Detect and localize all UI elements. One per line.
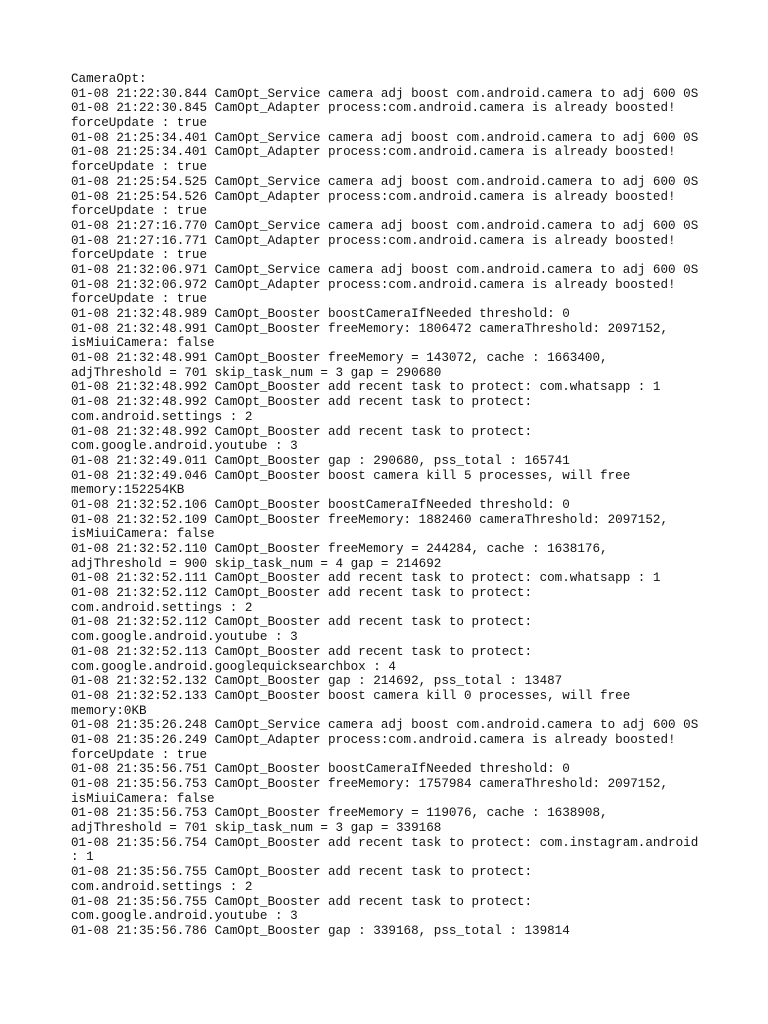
log-line: 01-08 21:32:52.112 CamOpt_Booster add recent task to protect: xyxy=(71,586,533,601)
log-line: 01-08 21:32:52.113 CamOpt_Booster add recent task to protect: xyxy=(71,644,533,659)
log-line: adjThreshold = 701 skip_task_num = 3 gap = 290680 xyxy=(71,365,442,380)
log-line: com.google.android.youtube : 3 xyxy=(71,439,298,454)
log-heading: CameraOpt: xyxy=(71,72,147,86)
log-line: isMiuiCamera: false xyxy=(71,527,215,542)
log-line: 01-08 21:35:56.755 CamOpt_Booster add recent task to protect: xyxy=(71,894,533,909)
log-line: forceUpdate : true xyxy=(71,116,208,131)
log-line: 01-08 21:35:26.248 CamOpt_Service camera adj boost com.android.camera to adj 600 0S xyxy=(71,718,699,733)
log-line: 01-08 21:32:49.046 CamOpt_Booster boost camera kill 5 processes, will free xyxy=(71,468,631,483)
log-line: 01-08 21:27:16.771 CamOpt_Adapter process:com.android.camera is already boosted! xyxy=(71,233,676,248)
log-line: 01-08 21:32:52.109 CamOpt_Booster freeMemory: 1882460 cameraThreshold: 2097152, xyxy=(71,512,669,527)
log-line: 01-08 21:32:52.106 CamOpt_Booster boostCameraIfNeeded threshold: 0 xyxy=(71,497,570,512)
log-line: com.google.android.youtube : 3 xyxy=(71,630,298,645)
log-line: 01-08 21:22:30.845 CamOpt_Adapter process:com.android.camera is already boosted! xyxy=(71,101,676,116)
log-line: forceUpdate : true xyxy=(71,160,208,175)
log-line: 01-08 21:27:16.770 CamOpt_Service camera adj boost com.android.camera to adj 600 0S xyxy=(71,218,699,233)
log-line: 01-08 21:32:49.011 CamOpt_Booster gap : 290680, pss_total : 165741 xyxy=(71,453,570,468)
log-line: 01-08 21:35:56.751 CamOpt_Booster boostCameraIfNeeded threshold: 0 xyxy=(71,762,570,777)
log-line: com.google.android.googlequicksearchbox : 4 xyxy=(71,659,396,674)
log-line: 01-08 21:35:56.754 CamOpt_Booster add recent task to protect: com.instagram.android xyxy=(71,835,699,850)
log-line: 01-08 21:32:48.991 CamOpt_Booster freeMemory = 143072, cache : 1663400, xyxy=(71,351,608,366)
log-line: 01-08 21:32:48.989 CamOpt_Booster boostCameraIfNeeded threshold: 0 xyxy=(71,307,570,321)
log-line: forceUpdate : true xyxy=(71,292,208,307)
log-line: 01-08 21:32:48.992 CamOpt_Booster add recent task to protect: com.whatsapp : 1 xyxy=(71,380,661,395)
log-line: 01-08 21:32:06.972 CamOpt_Adapter process:com.android.camera is already boosted! xyxy=(71,277,676,292)
log-line: 01-08 21:32:52.112 CamOpt_Booster add recent task to protect: xyxy=(71,615,533,630)
log-line: forceUpdate : true xyxy=(71,747,208,762)
log-line: 01-08 21:25:54.525 CamOpt_Service camera adj boost com.android.camera to adj 600 0S xyxy=(71,174,699,189)
log-line: memory:152254KB xyxy=(71,483,185,498)
log-line: memory:0KB xyxy=(71,703,147,718)
log-text-block xyxy=(71,72,711,939)
log-line: isMiuiCamera: false xyxy=(71,336,215,351)
log-line: 01-08 21:32:52.132 CamOpt_Booster gap : 214692, pss_total : 13487 xyxy=(71,674,563,689)
log-line: 01-08 21:22:30.844 CamOpt_Service camera adj boost com.android.camera to adj 600 0S xyxy=(71,86,699,101)
log-line: isMiuiCamera: false xyxy=(71,791,215,806)
log-line: 01-08 21:32:52.110 CamOpt_Booster freeMemory = 244284, cache : 1638176, xyxy=(71,542,608,556)
log-line: 01-08 21:35:56.755 CamOpt_Booster add recent task to protect: xyxy=(71,865,533,880)
log-line: com.google.android.youtube : 3 xyxy=(71,909,298,924)
log-line: 01-08 21:35:56.753 CamOpt_Booster freeMemory: 1757984 cameraThreshold: 2097152, xyxy=(71,777,669,791)
log-line: com.android.settings : 2 xyxy=(71,409,253,424)
log-line: 01-08 21:32:52.111 CamOpt_Booster add recent task to protect: com.whatsapp : 1 xyxy=(71,571,661,586)
log-line: 01-08 21:32:48.991 CamOpt_Booster freeMemory: 1806472 cameraThreshold: 2097152, xyxy=(71,321,669,336)
log-line: 01-08 21:25:34.401 CamOpt_Adapter process:com.android.camera is already boosted! xyxy=(71,145,676,160)
log-line: 01-08 21:35:26.249 CamOpt_Adapter process:com.android.camera is already boosted! xyxy=(71,732,676,747)
log-line: 01-08 21:35:56.786 CamOpt_Booster gap : 339168, pss_total : 139814 xyxy=(71,923,570,938)
log-line: 01-08 21:25:34.401 CamOpt_Service camera adj boost com.android.camera to adj 600 0S xyxy=(71,130,699,145)
log-line: 01-08 21:32:06.971 CamOpt_Service camera adj boost com.android.camera to adj 600 0S xyxy=(71,262,699,277)
log-line: adjThreshold = 900 skip_task_num = 4 gap = 214692 xyxy=(71,556,442,571)
log-line: 01-08 21:25:54.526 CamOpt_Adapter process:com.android.camera is already boosted! xyxy=(71,189,676,204)
log-line: com.android.settings : 2 xyxy=(71,600,253,615)
log-line: 01-08 21:32:52.133 CamOpt_Booster boost camera kill 0 processes, will free xyxy=(71,688,631,703)
log-line: 01-08 21:32:48.992 CamOpt_Booster add recent task to protect: xyxy=(71,395,533,410)
log-line: : 1 xyxy=(71,850,94,865)
log-line: 01-08 21:32:48.992 CamOpt_Booster add recent task to protect: xyxy=(71,424,533,439)
log-line: forceUpdate : true xyxy=(71,204,208,219)
log-line: adjThreshold = 701 skip_task_num = 3 gap = 339168 xyxy=(71,821,442,836)
log-line: forceUpdate : true xyxy=(71,248,208,263)
log-line: 01-08 21:35:56.753 CamOpt_Booster freeMemory = 119076, cache : 1638908, xyxy=(71,806,608,821)
log-line: com.android.settings : 2 xyxy=(71,879,253,894)
